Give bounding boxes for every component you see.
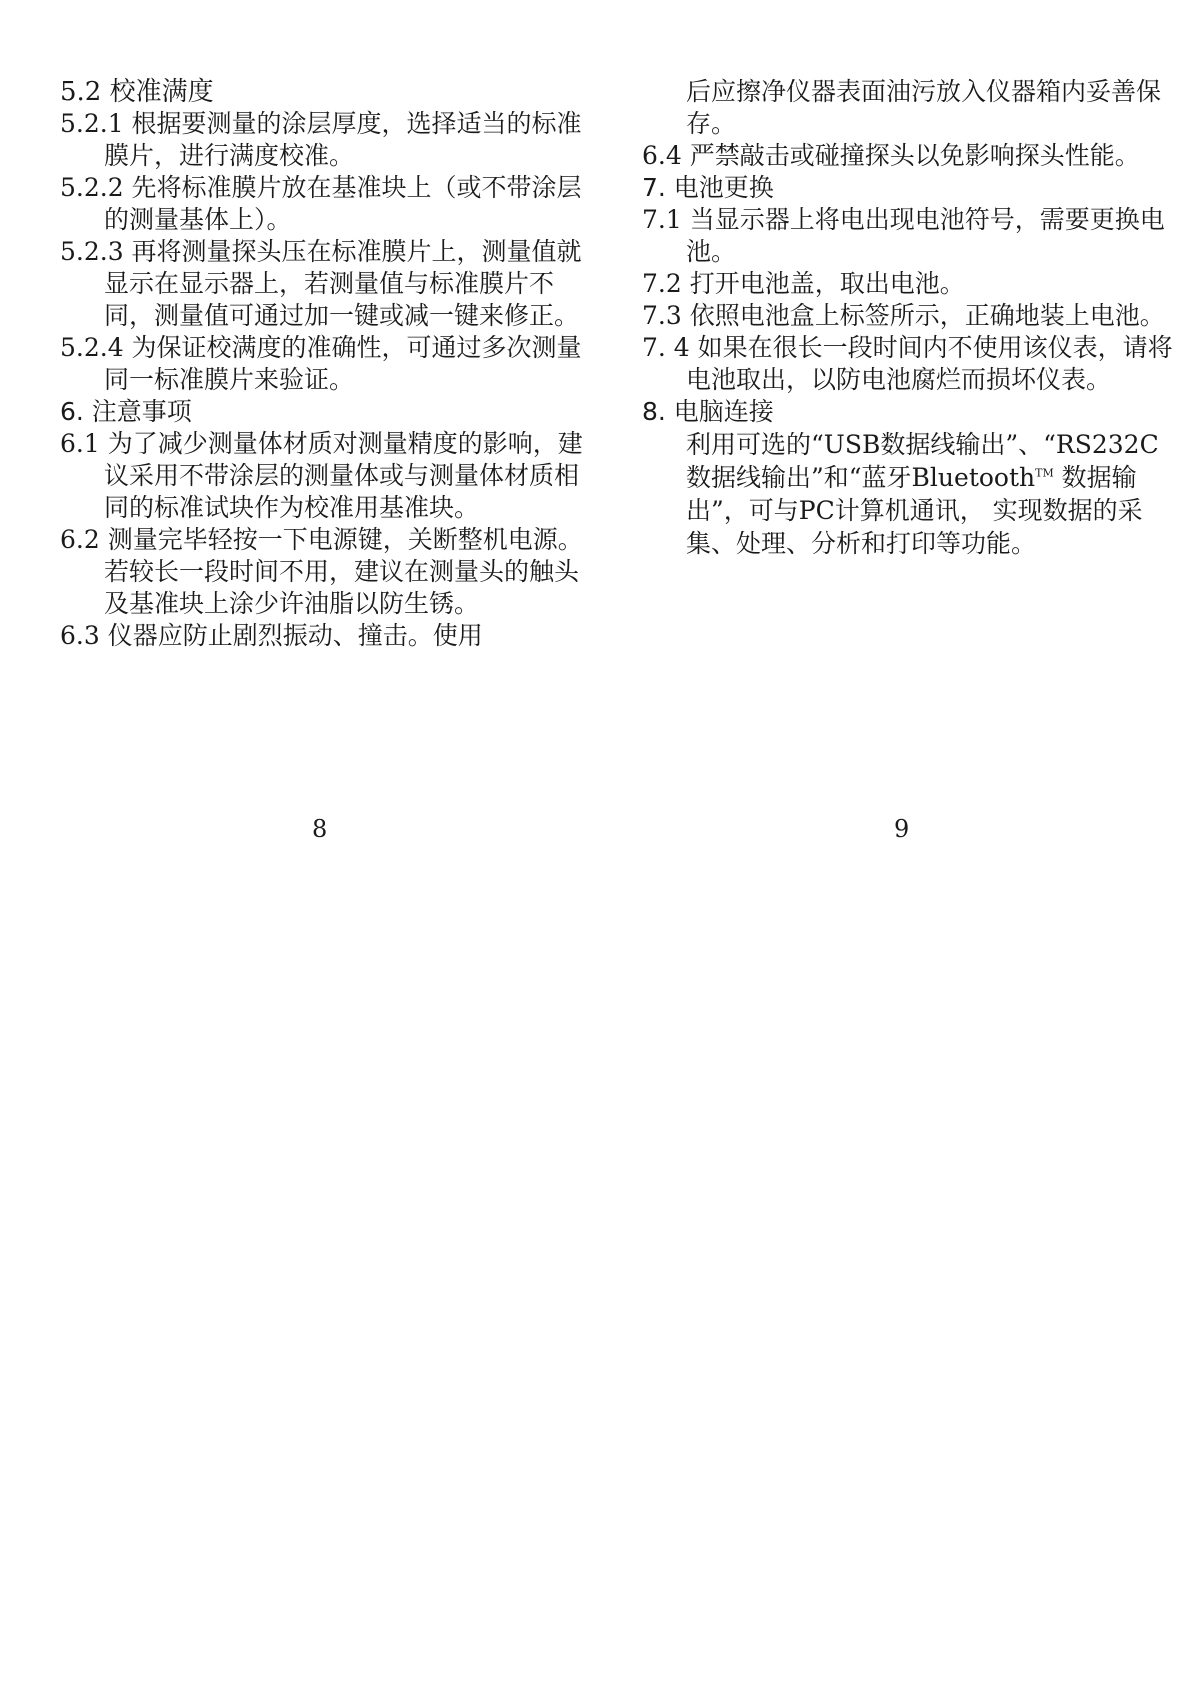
section-8-heading: 8. 电脑连接 (642, 397, 774, 426)
item-5-2-3: 5.2.3 再将测量探头压在标准膜片上，测量值就显示在显示器上，若测量值与标准膜片不同，测量值可通过加一键或减一键来修正。 (60, 237, 582, 330)
right-page-column (642, 76, 1182, 560)
page-number-left: 8 (312, 815, 328, 843)
item-6-4: 6.4 严禁敲击或碰撞探头以免影响探头性能。 (642, 141, 1140, 170)
section-8-text-part-2: 数据输出”，可与PC计算机通讯， 实现数据的采集、处理、分析和打印等功能。 (686, 463, 1143, 558)
left-page-column (60, 76, 600, 652)
trademark-mark: TM (1035, 466, 1054, 480)
item-5-2-2: 5.2.2 先将标准膜片放在基准块上（或不带涂层的测量基体上）。 (60, 173, 582, 234)
item-7-1: 7.1 当显示器上将电出现电池符号，需要更换电池。 (642, 205, 1165, 266)
item-7-2: 7.2 打开电池盖，取出电池。 (642, 269, 965, 298)
item-6-3-continuation: 后应擦净仪器表面油污放入仪器箱内妥善保存。 (686, 77, 1162, 138)
item-6-2: 6.2 测量完毕轻按一下电源键，关断整机电源。若较长一段时间不用，建议在测量头的触头及基准块上涂少许油脂以防生锈。 (60, 525, 583, 618)
item-5-2-1: 5.2.1 根据要测量的涂层厚度，选择适当的标准膜片，进行满度校准。 (60, 109, 582, 170)
section-8-text-part-1: 利用可选的“USB数据线输出”、“RS232C数据线输出”和“蓝牙Bluetooth (686, 430, 1159, 492)
page-number-right: 9 (894, 815, 910, 843)
section-8-paragraph (642, 428, 1182, 560)
section-6-heading: 6. 注意事项 (60, 397, 192, 426)
item-6-3: 6.3 仪器应防止剧烈振动、撞击。使用 (60, 621, 483, 650)
section-5-2-heading: 5.2 校准满度 (60, 77, 214, 107)
item-7-4: 7. 4 如果在很长一段时间内不使用该仪表，请将电池取出，以防电池腐烂而损坏仪表。 (642, 333, 1173, 394)
item-7-3: 7.3 依照电池盒上标签所示，正确地装上电池。 (642, 301, 1165, 330)
section-7-heading: 7. 电池更换 (642, 173, 774, 202)
item-6-1: 6.1 为了减少测量体材质对测量精度的影响，建议采用不带涂层的测量体或与测量体材质相同的标准试块作为校准用基准块。 (60, 429, 583, 522)
item-5-2-4: 5.2.4 为保证校满度的准确性，可通过多次测量同一标准膜片来验证。 (60, 333, 582, 394)
